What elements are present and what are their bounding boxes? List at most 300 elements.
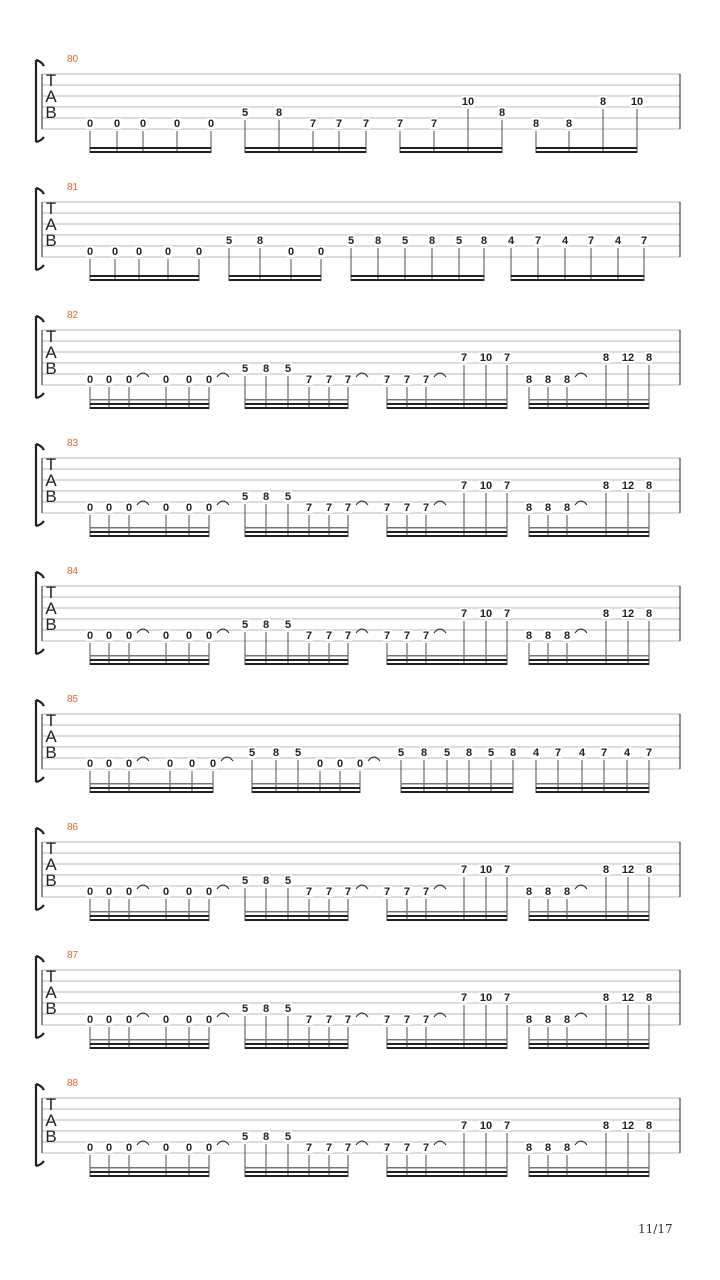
beam <box>245 1047 348 1049</box>
beam <box>90 1167 209 1169</box>
beam <box>387 1043 507 1045</box>
fret-number: 8 <box>525 502 533 514</box>
beam <box>529 1039 649 1041</box>
beam <box>90 531 209 533</box>
beam <box>245 527 348 529</box>
fret-number: 8 <box>602 1120 610 1132</box>
fret-number: 8 <box>275 107 283 119</box>
fret-number: 7 <box>460 992 468 1004</box>
fret-number: 8 <box>272 747 280 759</box>
beam <box>90 787 213 789</box>
fret-number: 8 <box>256 235 264 247</box>
fret-number: 8 <box>525 374 533 386</box>
fret-number: 7 <box>309 118 317 130</box>
tab-clef-letter: A <box>45 87 57 106</box>
fret-number: 7 <box>305 374 313 386</box>
beam <box>387 1171 507 1173</box>
fret-number: 8 <box>544 502 552 514</box>
beam <box>529 1171 649 1173</box>
fret-number: 7 <box>422 1142 430 1154</box>
fret-number: 0 <box>86 374 94 386</box>
fret-number: 0 <box>162 630 170 642</box>
beam <box>387 911 507 913</box>
fret-number: 7 <box>403 374 411 386</box>
fret-number: 7 <box>305 630 313 642</box>
tab-clef-letter: A <box>45 1111 57 1130</box>
beam <box>387 1167 507 1169</box>
fret-number: 5 <box>397 747 405 759</box>
fret-number: 0 <box>125 502 133 514</box>
fret-number: 5 <box>487 747 495 759</box>
fret-number: 0 <box>135 246 143 258</box>
fret-number: 0 <box>166 758 174 770</box>
tab-clef-letter: A <box>45 727 57 746</box>
system-bracket <box>36 60 44 142</box>
beam <box>90 915 209 917</box>
fret-number: 7 <box>460 608 468 620</box>
fret-number: 8 <box>465 747 473 759</box>
fret-number: 7 <box>325 1014 333 1026</box>
fret-number: 7 <box>422 502 430 514</box>
fret-number: 5 <box>347 235 355 247</box>
beam <box>245 403 348 405</box>
fret-number: 0 <box>205 1014 213 1026</box>
fret-number: 4 <box>507 235 515 247</box>
beam <box>90 403 209 405</box>
fret-number: 8 <box>428 235 436 247</box>
fret-number: 8 <box>480 235 488 247</box>
fret-number: 4 <box>623 747 631 759</box>
fret-number: 7 <box>383 374 391 386</box>
beam <box>245 1175 348 1177</box>
tab-clef-letter: A <box>45 855 57 874</box>
fret-number: 7 <box>344 886 352 898</box>
fret-number: 7 <box>344 1142 352 1154</box>
fret-number: 12 <box>621 608 635 620</box>
beam <box>387 527 507 529</box>
tab-clef-letter: A <box>45 599 57 618</box>
fret-number: 7 <box>503 480 511 492</box>
fret-number: 7 <box>396 118 404 130</box>
fret-number: 0 <box>125 1142 133 1154</box>
beam <box>387 1175 507 1177</box>
fret-number: 0 <box>173 118 181 130</box>
beam <box>387 919 507 921</box>
fret-number: 7 <box>460 352 468 364</box>
beam <box>90 1043 209 1045</box>
beam <box>387 535 507 537</box>
beam <box>245 147 366 149</box>
fret-number: 10 <box>461 96 475 108</box>
tab-clef-letter: B <box>45 231 57 250</box>
fret-number: 7 <box>534 235 542 247</box>
fret-number: 0 <box>162 502 170 514</box>
beam <box>529 919 649 921</box>
tab-clef-letter: T <box>45 839 57 858</box>
fret-number: 10 <box>479 608 493 620</box>
fret-number: 8 <box>602 864 610 876</box>
fret-number: 0 <box>105 1014 113 1026</box>
beam <box>245 659 348 661</box>
fret-number: 8 <box>262 619 270 631</box>
measure-number: 83 <box>67 438 79 449</box>
fret-number: 0 <box>125 630 133 642</box>
measure-number: 81 <box>67 182 79 193</box>
fret-number: 7 <box>344 502 352 514</box>
fret-number: 8 <box>563 1142 571 1154</box>
fret-number: 7 <box>460 864 468 876</box>
fret-number: 8 <box>525 1142 533 1154</box>
fret-number: 7 <box>305 1014 313 1026</box>
fret-number: 0 <box>185 630 193 642</box>
fret-number: 5 <box>241 875 249 887</box>
fret-number: 0 <box>195 246 203 258</box>
fret-number: 7 <box>403 886 411 898</box>
fret-number: 8 <box>645 608 653 620</box>
beam <box>90 279 199 281</box>
beam <box>529 659 649 661</box>
fret-number: 0 <box>185 502 193 514</box>
fret-number: 8 <box>262 1003 270 1015</box>
tab-clef-letter: B <box>45 1127 57 1146</box>
fret-number: 5 <box>241 1003 249 1015</box>
fret-number: 7 <box>503 992 511 1004</box>
beam <box>387 399 507 401</box>
fret-number: 0 <box>205 502 213 514</box>
fret-number: 8 <box>645 480 653 492</box>
beam <box>529 527 649 529</box>
fret-number: 0 <box>125 886 133 898</box>
beam <box>536 147 637 149</box>
fret-number: 7 <box>503 352 511 364</box>
fret-number: 8 <box>544 630 552 642</box>
fret-number: 8 <box>645 1120 653 1132</box>
tab-clef-letter: T <box>45 1095 57 1114</box>
fret-number: 0 <box>111 246 119 258</box>
beam <box>90 911 209 913</box>
beam <box>529 911 649 913</box>
beam <box>245 531 348 533</box>
fret-number: 5 <box>241 491 249 503</box>
fret-number: 7 <box>554 747 562 759</box>
beam <box>401 783 513 785</box>
tab-clef-letter: T <box>45 583 57 602</box>
measure-number: 82 <box>67 310 79 321</box>
system-bracket <box>36 444 44 526</box>
system-bracket <box>36 956 44 1038</box>
fret-number: 0 <box>336 758 344 770</box>
tab-clef-letter: T <box>45 327 57 346</box>
beam <box>90 791 213 793</box>
fret-number: 7 <box>640 235 648 247</box>
tab-clef-letter: B <box>45 871 57 890</box>
fret-number: 5 <box>241 363 249 375</box>
fret-number: 5 <box>401 235 409 247</box>
beam <box>387 1039 507 1041</box>
beam <box>90 535 209 537</box>
beam <box>90 275 199 277</box>
fret-number: 8 <box>645 352 653 364</box>
fret-number: 8 <box>262 1131 270 1143</box>
fret-number: 8 <box>525 886 533 898</box>
beam <box>90 659 209 661</box>
fret-number: 8 <box>602 608 610 620</box>
beam <box>90 1171 209 1173</box>
fret-number: 0 <box>86 1142 94 1154</box>
beam <box>252 791 360 793</box>
system-bracket <box>36 572 44 654</box>
measure-number: 80 <box>67 54 79 65</box>
beam <box>245 399 348 401</box>
beam <box>387 403 507 405</box>
beam <box>529 1167 649 1169</box>
fret-number: 8 <box>645 864 653 876</box>
fret-number: 7 <box>344 1014 352 1026</box>
fret-number: 0 <box>105 886 113 898</box>
beam <box>529 535 649 537</box>
fret-number: 0 <box>185 886 193 898</box>
fret-number: 12 <box>621 480 635 492</box>
fret-number: 7 <box>325 630 333 642</box>
tab-clef-letter: T <box>45 967 57 986</box>
measure-number: 88 <box>67 1078 79 1089</box>
fret-number: 0 <box>125 1014 133 1026</box>
page-number: 11/17 <box>638 1222 673 1236</box>
fret-number: 10 <box>479 992 493 1004</box>
fret-number: 0 <box>162 374 170 386</box>
fret-number: 5 <box>284 619 292 631</box>
fret-number: 7 <box>325 886 333 898</box>
beam <box>229 279 321 281</box>
system-bracket <box>36 316 44 398</box>
fret-number: 0 <box>86 502 94 514</box>
fret-number: 8 <box>532 118 540 130</box>
beam <box>400 147 502 149</box>
fret-number: 5 <box>284 1131 292 1143</box>
fret-number: 0 <box>185 1142 193 1154</box>
beam <box>252 783 360 785</box>
fret-number: 5 <box>225 235 233 247</box>
fret-number: 8 <box>544 1014 552 1026</box>
fret-number: 7 <box>645 747 653 759</box>
fret-number: 7 <box>460 1120 468 1132</box>
beam <box>245 1167 348 1169</box>
fret-number: 0 <box>105 502 113 514</box>
beam <box>529 531 649 533</box>
fret-number: 0 <box>86 1014 94 1026</box>
beam <box>387 655 507 657</box>
fret-number: 7 <box>362 118 370 130</box>
fret-number: 0 <box>86 886 94 898</box>
fret-number: 5 <box>294 747 302 759</box>
fret-number: 7 <box>325 502 333 514</box>
fret-number: 7 <box>344 630 352 642</box>
beam <box>536 791 649 793</box>
fret-number: 7 <box>383 630 391 642</box>
beam <box>529 403 649 405</box>
beam <box>387 915 507 917</box>
beam <box>511 279 644 281</box>
fret-number: 7 <box>403 502 411 514</box>
fret-number: 7 <box>305 1142 313 1154</box>
beam <box>529 1043 649 1045</box>
fret-number: 10 <box>479 352 493 364</box>
fret-number: 8 <box>544 374 552 386</box>
beam <box>90 407 209 409</box>
beam <box>387 663 507 665</box>
fret-number: 0 <box>113 118 121 130</box>
tab-clef-letter: B <box>45 743 57 762</box>
beam <box>245 1171 348 1173</box>
fret-number: 8 <box>420 747 428 759</box>
tab-clef-letter: T <box>45 711 57 730</box>
system-bracket <box>36 700 44 782</box>
fret-number: 5 <box>443 747 451 759</box>
fret-number: 12 <box>621 352 635 364</box>
fret-number: 8 <box>645 992 653 1004</box>
fret-number: 8 <box>374 235 382 247</box>
beam <box>351 275 484 277</box>
beam <box>529 655 649 657</box>
system-bracket <box>36 1084 44 1166</box>
beam <box>351 279 484 281</box>
beam <box>90 663 209 665</box>
beam <box>229 275 321 277</box>
tab-clef-letter: A <box>45 983 57 1002</box>
beam <box>387 531 507 533</box>
beam <box>245 535 348 537</box>
beam <box>536 787 649 789</box>
fret-number: 0 <box>317 246 325 258</box>
fret-number: 12 <box>621 992 635 1004</box>
beam <box>400 151 502 153</box>
beam <box>529 663 649 665</box>
beam <box>387 659 507 661</box>
fret-number: 5 <box>284 491 292 503</box>
fret-number: 10 <box>630 96 644 108</box>
fret-number: 7 <box>587 235 595 247</box>
tab-clef-letter: A <box>45 215 57 234</box>
fret-number: 0 <box>162 886 170 898</box>
beam <box>245 1043 348 1045</box>
fret-number: 0 <box>86 630 94 642</box>
fret-number: 0 <box>125 374 133 386</box>
tab-clef-letter: B <box>45 999 57 1018</box>
measure-number: 87 <box>67 950 79 961</box>
fret-number: 7 <box>403 630 411 642</box>
beam <box>245 911 348 913</box>
fret-number: 7 <box>503 608 511 620</box>
fret-number: 7 <box>430 118 438 130</box>
fret-number: 5 <box>284 1003 292 1015</box>
fret-number: 8 <box>262 875 270 887</box>
beam <box>387 1047 507 1049</box>
fret-number: 0 <box>205 1142 213 1154</box>
fret-number: 0 <box>162 1142 170 1154</box>
fret-number: 0 <box>205 630 213 642</box>
fret-number: 8 <box>563 1014 571 1026</box>
beam <box>90 1175 209 1177</box>
fret-number: 10 <box>479 864 493 876</box>
fret-number: 7 <box>403 1014 411 1026</box>
beam <box>245 915 348 917</box>
tab-clef-letter: A <box>45 471 57 490</box>
fret-number: 7 <box>305 886 313 898</box>
fret-number: 7 <box>600 747 608 759</box>
beam <box>90 1047 209 1049</box>
fret-number: 0 <box>287 246 295 258</box>
fret-number: 0 <box>185 374 193 386</box>
beam <box>90 783 213 785</box>
fret-number: 0 <box>205 886 213 898</box>
fret-number: 0 <box>139 118 147 130</box>
tab-clef-letter: B <box>45 487 57 506</box>
fret-number: 8 <box>599 96 607 108</box>
fret-number: 4 <box>578 747 586 759</box>
fret-number: 0 <box>209 758 217 770</box>
fret-number: 4 <box>532 747 540 759</box>
fret-number: 0 <box>205 374 213 386</box>
fret-number: 8 <box>262 491 270 503</box>
fret-number: 0 <box>164 246 172 258</box>
fret-number: 8 <box>262 363 270 375</box>
system-bracket <box>36 828 44 910</box>
measure-number: 84 <box>67 566 79 577</box>
tab-clef-letter: B <box>45 359 57 378</box>
tab-clef-letter: A <box>45 343 57 362</box>
system-bracket <box>36 188 44 270</box>
tab-clef-letter: B <box>45 103 57 122</box>
beam <box>245 655 348 657</box>
beam <box>245 407 348 409</box>
fret-number: 12 <box>621 864 635 876</box>
beam <box>90 527 209 529</box>
fret-number: 7 <box>460 480 468 492</box>
fret-number: 7 <box>383 1142 391 1154</box>
fret-number: 0 <box>316 758 324 770</box>
fret-number: 0 <box>105 374 113 386</box>
beam <box>245 919 348 921</box>
fret-number: 5 <box>455 235 463 247</box>
beam <box>90 147 211 149</box>
beam <box>90 1039 209 1041</box>
beam <box>401 787 513 789</box>
fret-number: 8 <box>563 886 571 898</box>
fret-number: 7 <box>325 374 333 386</box>
fret-number: 7 <box>422 374 430 386</box>
tab-clef-letter: T <box>45 455 57 474</box>
beam <box>511 275 644 277</box>
fret-number: 8 <box>525 1014 533 1026</box>
tab-clef-letter: T <box>45 199 57 218</box>
fret-number: 0 <box>162 1014 170 1026</box>
fret-number: 0 <box>105 630 113 642</box>
fret-number: 8 <box>544 886 552 898</box>
measure-number: 85 <box>67 694 79 705</box>
fret-number: 0 <box>125 758 133 770</box>
fret-number: 0 <box>105 758 113 770</box>
fret-number: 0 <box>105 1142 113 1154</box>
tab-clef-letter: T <box>45 71 57 90</box>
fret-number: 7 <box>344 374 352 386</box>
fret-number: 5 <box>241 1131 249 1143</box>
fret-number: 5 <box>284 875 292 887</box>
fret-number: 7 <box>422 1014 430 1026</box>
beam <box>536 783 649 785</box>
fret-number: 4 <box>614 235 622 247</box>
beam <box>536 151 637 153</box>
fret-number: 10 <box>479 480 493 492</box>
